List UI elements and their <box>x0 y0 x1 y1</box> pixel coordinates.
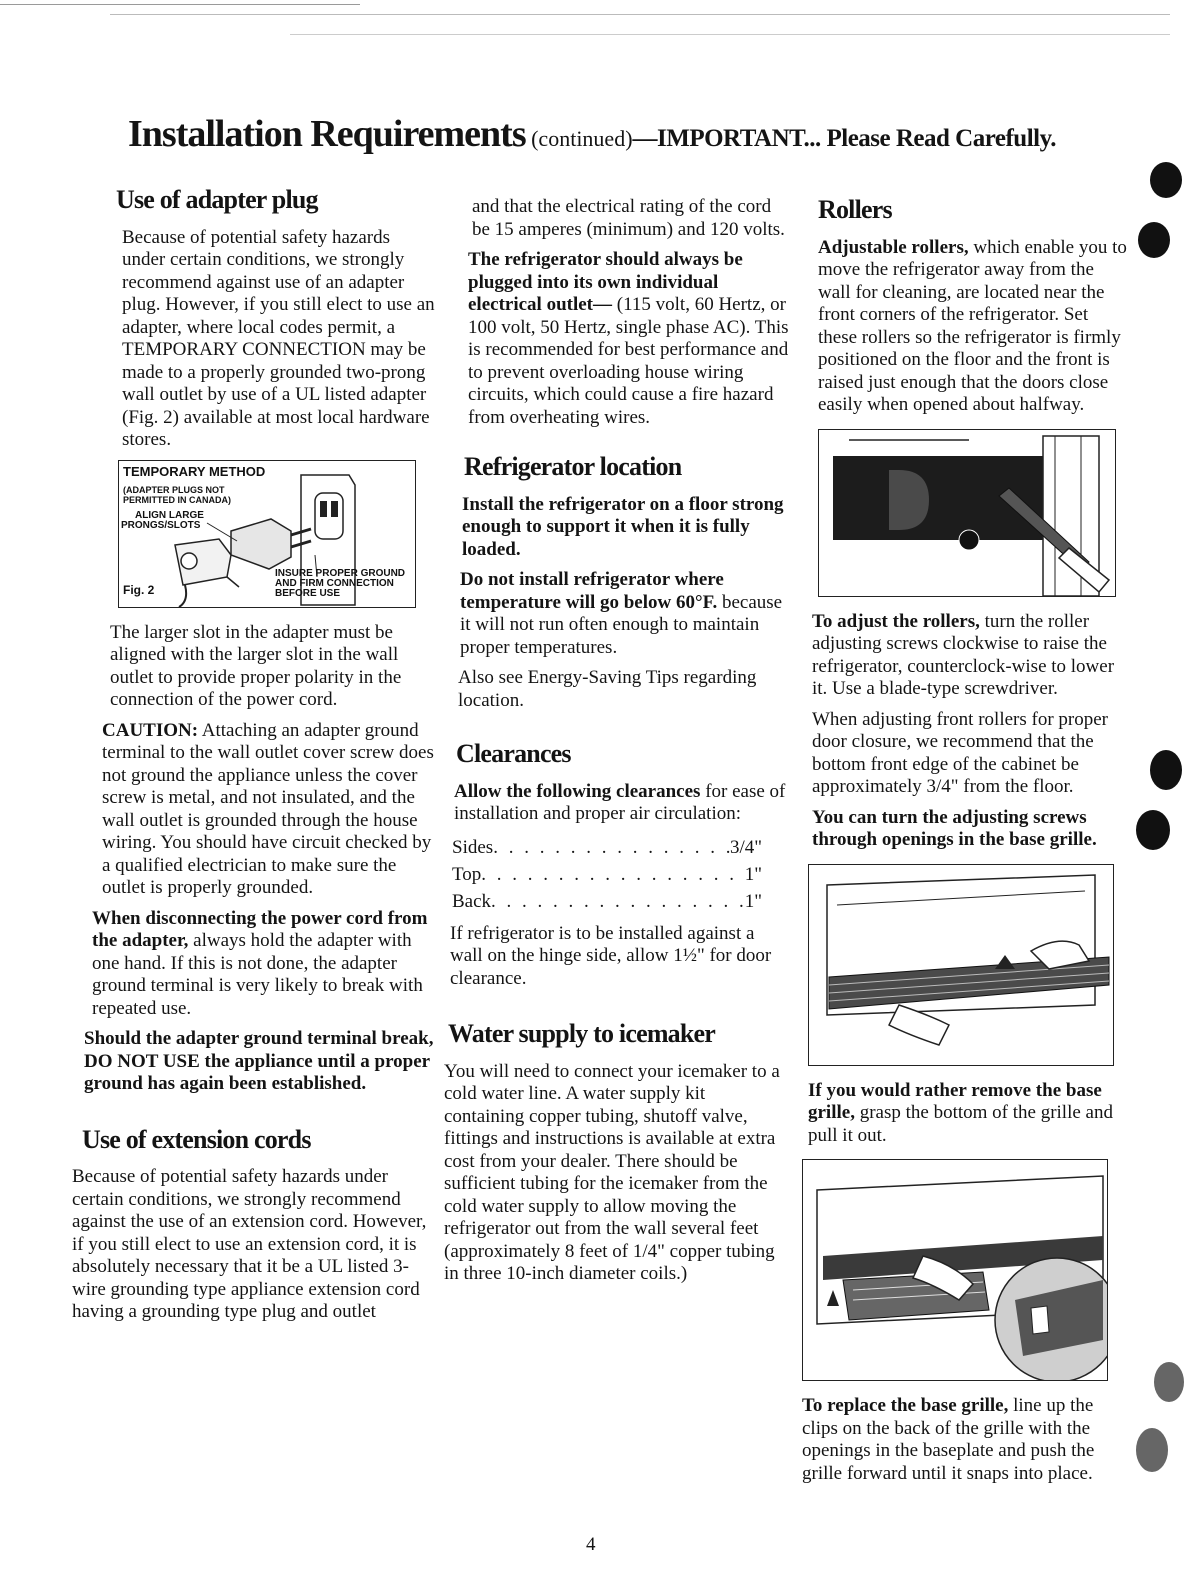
rollers-paragraph <box>818 237 1128 417</box>
adapter-heading: Use of adapter plug <box>116 185 318 214</box>
fig2-note-line: (ADAPTER PLUGS NOT <box>123 484 225 495</box>
polarity-paragraph: The larger slot in the adapter must be aligned with the larger slot in the wall outlet to provide proper polarity in the connection of the power cord. <box>110 621 402 711</box>
fig2-method-label: TEMPORARY METHOD <box>123 463 266 479</box>
roller-adjust-illustration <box>818 429 1116 597</box>
clearance-leader <box>493 834 730 861</box>
fig2-align-label <box>121 511 204 531</box>
clearance-label: Back <box>452 890 492 912</box>
rollers-heading: Rollers <box>818 195 892 224</box>
binder-hole <box>1136 810 1170 850</box>
binder-hole <box>1138 222 1170 258</box>
water-heading: Water supply to icemaker <box>448 1019 716 1049</box>
roller-illustration <box>819 430 1115 596</box>
fig2-note-line: PERMITTED IN CANADA) <box>123 494 231 505</box>
clearance-label: Sides <box>452 836 494 858</box>
binder-hole <box>1154 1362 1184 1402</box>
clearance-leader <box>491 888 745 915</box>
scan-artifact-line <box>0 4 360 5</box>
front-rollers-paragraph: When adjusting front rollers for proper door closure, we recommend that the bottom front edge of the cabinet be approximately 3/4" from the floor. <box>812 708 1108 798</box>
remove-grille-text: grasp the bottom of the grille and pull it out. <box>808 1102 1113 1146</box>
disconnect-paragraph <box>92 908 436 1021</box>
extension-paragraph: Because of potential safety hazards under certain conditions, we strongly recommend against the use of an extension cord. However, if you still elect to use an extension cord, it is absolutely necessary that it be a UL listed 3-wire grounding type appliance extension cord having a grounding type plug and outlet <box>72 1166 427 1323</box>
title-main: Installation Requirements <box>128 113 526 155</box>
grille-remove-illustration <box>808 864 1114 1066</box>
replace-grille-text: line up the clips on the back of the grille with the openings in the baseplate and push the grille forward until it snaps into place. <box>802 1395 1095 1484</box>
rollers-text: which enable you to move the refrigerator away from the wall for cleaning, are located near the front corners of the refrigerator. Set these rollers so the refrigerator is firmly positioned on the floor and the front is raised just enough that the doors close easily when opened about halfway. <box>818 236 1127 416</box>
clearance-label: Top <box>452 863 482 885</box>
ground-break-bold: Should the adapter ground terminal break, <box>84 1028 434 1050</box>
adjusting-screws-paragraph: You can turn the adjusting screws through openings in the base grille. <box>812 806 1097 851</box>
clearance-value: 1" <box>744 890 762 912</box>
floor-paragraph: Install the refrigerator on a floor strong enough to support it when it is fully loaded. <box>462 493 784 560</box>
adjust-rollers-paragraph <box>812 611 1128 701</box>
outlet-text: (115 volt, 60 Hertz, or 100 volt, 50 Hertz, single phase AC). This is recommended for best performance and to prevent overloading house wiring circuits, which could cause a fire hazard from overheating wires. <box>468 294 789 428</box>
see-also-paragraph: Also see Energy-Saving Tips regarding location. <box>458 667 757 711</box>
caution-text: Attaching an adapter ground terminal to the wall outlet cover screw does not ground the appliance unless the cover screw is metal, and not insulated, and the wall outlet is grounded through the house wiring. You should have circuit checked by a qualified electrician to make sure the outlet is properly grounded. <box>102 719 434 899</box>
clearance-row <box>452 888 762 915</box>
rollers-bold: Adjustable rollers, <box>818 236 969 258</box>
replace-grille-bold: To replace the base grille, <box>802 1395 1009 1417</box>
extension-heading: Use of extension cords <box>82 1124 311 1154</box>
replace-grille-paragraph <box>802 1395 1128 1485</box>
fig2-ground-line: BEFORE USE <box>275 587 341 599</box>
temperature-paragraph <box>460 569 790 659</box>
clearances-list <box>452 834 790 915</box>
clearance-leader <box>481 861 744 888</box>
page-title <box>128 112 1128 156</box>
scan-artifact-line <box>290 34 1170 35</box>
clearances-bold: Allow the following clearances <box>454 780 701 802</box>
adapter-paragraph: Because of potential safety hazards under certain conditions, we strongly recommend against use of an adapter plug. However, if you still elect to use an adapter, where local codes permit, a TEMPORARY CONNECTION may be made to a properly grounded two-prong wall outlet by use of a UL listed adapter (Fig. 2) available at most local hardware stores. <box>122 226 435 451</box>
rating-paragraph: and that the electrical rating of the cord be 15 amperes (minimum) and 120 volts. <box>472 196 785 240</box>
scan-artifact-line <box>110 14 1170 15</box>
title-important: —IMPORTANT... Please Read Carefully. <box>632 125 1056 152</box>
fig2-ground-line: AND FIRM CONNECTION <box>275 577 394 589</box>
hinge-paragraph: If refrigerator is to be installed against a wall on the hinge side, allow 1½" for door clearance. <box>450 922 772 989</box>
column-middle <box>440 196 790 1294</box>
outlet-bold: The refrigerator should always be plugged into its own individual electrical outlet— <box>468 249 743 315</box>
grille-replace-illustration <box>802 1159 1108 1381</box>
adjust-bold: To adjust the rollers, <box>812 610 980 632</box>
clearances-intro <box>454 781 790 826</box>
column-right <box>802 195 1128 1493</box>
clearance-row <box>452 834 762 861</box>
clearance-row <box>452 861 762 888</box>
page-number: 4 <box>586 1534 596 1555</box>
grille-replace-drawing <box>803 1160 1107 1380</box>
fig2-canada-note <box>123 485 231 505</box>
binder-hole <box>1150 750 1182 790</box>
binder-hole <box>1136 1428 1168 1472</box>
fig2-ground-label <box>275 569 405 599</box>
caution-paragraph <box>102 720 436 900</box>
remove-grille-bold: If you would rather remove the base grille, <box>808 1079 1102 1124</box>
outlet-paragraph <box>468 249 790 429</box>
figure-2-adapter <box>118 460 416 608</box>
water-paragraph: You will need to connect your icemaker to a cold water line. A water supply kit containing copper tubing, shutoff valve, fittings and instructions is available at extra cost from your dealer. There should be sufficient tubing for the icemaker from the cold water supply to allow moving the refrigerator out from the wall several feet (approximately 8 feet of 1/4" copper tubing in three 10-inch diameter coils.) <box>444 1060 780 1285</box>
title-continued: (continued) <box>525 126 633 151</box>
fig2-caption: Fig. 2 <box>123 582 155 597</box>
grille-remove-drawing <box>809 865 1113 1065</box>
disconnect-text: always hold the adapter with one hand. If this is not done, the adapter ground terminal is very likely to break with repeated use. <box>92 930 423 1019</box>
binder-hole <box>1150 162 1182 198</box>
clearance-value: 1" <box>744 863 762 885</box>
ground-break-paragraph <box>84 1028 436 1096</box>
clearances-heading: Clearances <box>456 739 571 769</box>
fig2-align-line: PRONGS/SLOTS <box>121 519 201 531</box>
temperature-text: because it will not run often enough to maintain proper temperatures. <box>460 591 783 658</box>
clearance-value: 3/4" <box>729 836 762 858</box>
column-left <box>72 185 436 1332</box>
fig2-ground-line: INSURE PROPER GROUND <box>275 567 406 579</box>
clearances-text: for ease of installation and proper air circulation: <box>454 780 786 825</box>
caution-label: CAUTION: <box>102 719 199 741</box>
adjust-text: turn the roller adjusting screws clockwise to raise the refrigerator, counterclock-wise to lower it. Use a blade-type screwdriver. <box>812 610 1115 700</box>
ground-break-text: DO NOT USE the appliance until a proper ground has again been established. <box>84 1050 430 1095</box>
remove-grille-paragraph <box>808 1080 1128 1148</box>
disconnect-bold: When disconnecting the power cord from the adapter, <box>92 907 428 952</box>
fig2-align-line: ALIGN LARGE <box>135 509 204 521</box>
temperature-bold: Do not install refrigerator where temperature will go below 60°F. <box>460 569 724 613</box>
location-heading: Refrigerator location <box>464 452 682 481</box>
